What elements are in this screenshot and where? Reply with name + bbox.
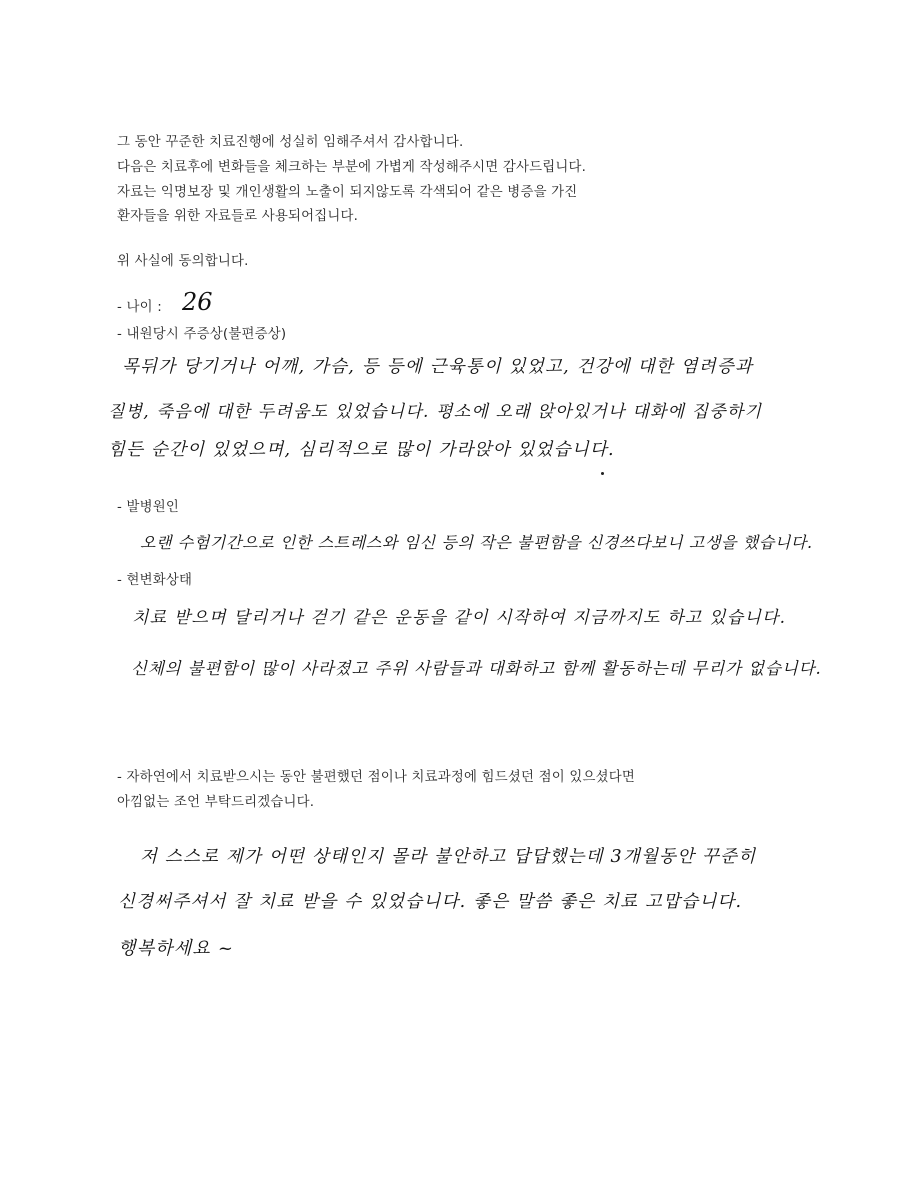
current-state-label: - 현변화상태 bbox=[117, 573, 193, 588]
cause-label: - 발병원인 bbox=[117, 500, 180, 515]
intro-line-4: 환자들을 위한 자료들로 사용되어집니다. bbox=[117, 209, 359, 224]
symptoms-answer-line-2: 질병, 죽음에 대한 두려움도 있었습니다. 평소에 오래 앉아있거나 대화에 집중하기 bbox=[108, 402, 763, 422]
consent-statement: 위 사실에 동의합니다. bbox=[117, 254, 249, 269]
intro-line-2: 다음은 치료후에 변화들을 체크하는 부분에 가볍게 작성해주시면 감사드립니다. bbox=[117, 160, 587, 175]
advice-label-line-1: - 자하연에서 치료받으시는 동안 불편했던 점이나 치료과정에 힘드셨던 점이 있으셨다면 bbox=[117, 770, 636, 785]
advice-answer-line-1: 저 스스로 제가 어떤 상태인지 몰라 불안하고 답답했는데 3개월동안 꾸준히 bbox=[140, 847, 757, 867]
advice-label-line-2: 아낌없는 조언 부탁드리겠습니다. bbox=[117, 795, 315, 810]
intro-line-3: 자료는 익명보장 및 개인생활의 노출이 되지않도록 각색되어 같은 병증을 가진 bbox=[117, 185, 578, 200]
advice-answer-line-2: 신경써주셔서 잘 치료 받을 수 있었습니다. 좋은 말씀 좋은 치료 고맙습니다. bbox=[118, 892, 743, 912]
current-answer-line-2: 신체의 불편함이 많이 사라졌고 주위 사람들과 대화하고 함께 활동하는데 무리가 없습니다. bbox=[131, 659, 822, 678]
symptoms-label: - 내원당시 주증상(불편증상) bbox=[117, 327, 287, 342]
symptoms-answer-line-3: 힘든 순간이 있었으며, 심리적으로 많이 가라앉아 있었습니다. bbox=[108, 440, 615, 460]
age-label: - 나이 : bbox=[117, 300, 162, 315]
advice-answer-line-3: 행복하세요 ~ bbox=[118, 938, 235, 959]
ink-dot bbox=[601, 472, 604, 475]
age-value-handwritten: 26 bbox=[182, 288, 213, 316]
cause-answer-line-1: 오랜 수험기간으로 인한 스트레스와 임신 등의 작은 불편함을 신경쓰다보니 고생을 했습니다. bbox=[140, 533, 813, 552]
intro-line-1: 그 동안 꾸준한 치료진행에 성실히 임해주셔서 감사합니다. bbox=[117, 135, 464, 150]
symptoms-answer-line-1: 목뒤가 당기거나 어깨, 가슴, 등 등에 근육통이 있었고, 건강에 대한 염려증과 bbox=[122, 357, 754, 377]
current-answer-line-1: 치료 받으며 달리거나 걷기 같은 운동을 같이 시작하여 지금까지도 하고 있습니다. bbox=[132, 608, 787, 628]
